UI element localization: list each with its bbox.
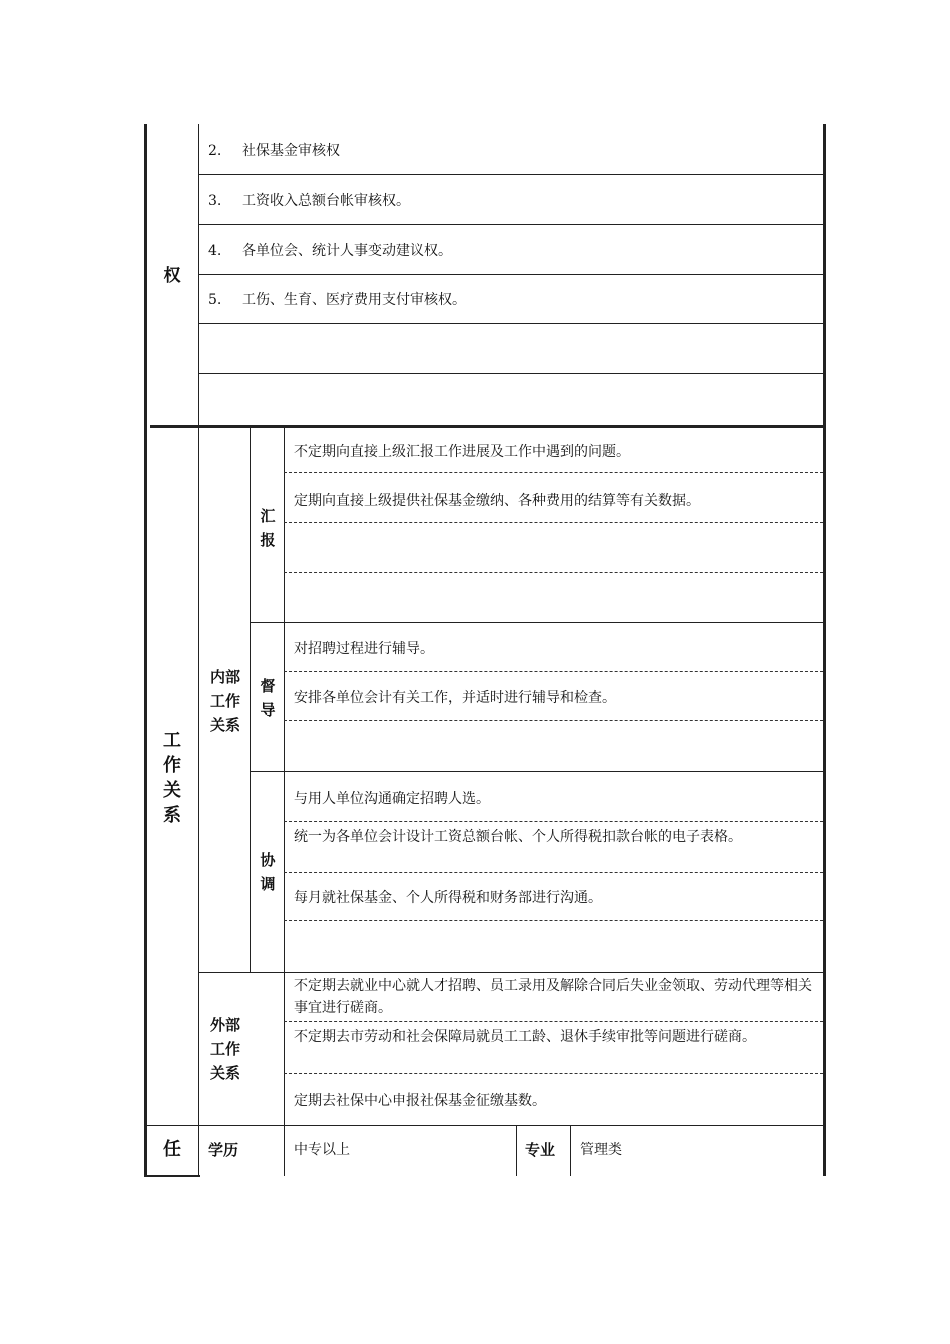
column-divider-4 bbox=[516, 1125, 517, 1176]
dashed-line bbox=[284, 1021, 823, 1022]
authority-item: 2. 社保基金审核权 bbox=[208, 143, 340, 159]
external-relations-label: 外部工作关系 bbox=[209, 1016, 240, 1082]
education-value: 中专以上 bbox=[294, 1142, 350, 1158]
authority-item: 5. 工伤、生育、医疗费用支付审核权。 bbox=[208, 292, 466, 308]
supervise-item: 对招聘过程进行辅导。 bbox=[294, 641, 434, 657]
dashed-line bbox=[284, 671, 823, 672]
coordinate-item: 每月就社保基金、个人所得税和财务部进行沟通。 bbox=[294, 890, 602, 906]
supervise-item: 安排各单位会计有关工作，并适时进行辅导和检查。 bbox=[294, 690, 616, 706]
dashed-line bbox=[284, 872, 823, 873]
internal-relations-label: 内部工作关系 bbox=[209, 668, 240, 734]
row-line bbox=[198, 323, 823, 324]
dashed-line bbox=[284, 1073, 823, 1074]
major-value: 管理类 bbox=[580, 1142, 622, 1158]
column-divider-5 bbox=[570, 1125, 571, 1176]
report-label: 汇报 bbox=[260, 507, 276, 549]
section-divider bbox=[150, 425, 826, 428]
education-label: 学历 bbox=[208, 1141, 239, 1159]
authority-item: 4. 各单位会、统计人事变动建议权。 bbox=[208, 243, 452, 259]
row-line bbox=[198, 274, 823, 275]
supervise-label: 督导 bbox=[260, 677, 276, 719]
row-line bbox=[198, 224, 823, 225]
authority-label: 权 bbox=[163, 266, 181, 286]
group-divider bbox=[250, 771, 823, 772]
authority-item: 3. 工资收入总额台帐审核权。 bbox=[208, 193, 410, 209]
coordinate-label: 协调 bbox=[260, 851, 276, 893]
group-divider bbox=[198, 972, 823, 973]
dashed-line bbox=[284, 720, 823, 721]
column-divider-2 bbox=[250, 428, 251, 972]
coordinate-item: 与用人单位沟通确定招聘人选。 bbox=[294, 791, 490, 807]
column-divider-1 bbox=[198, 124, 199, 1176]
row-line bbox=[198, 174, 823, 175]
column-divider-3 bbox=[284, 428, 285, 1176]
dashed-line bbox=[284, 821, 823, 822]
qualification-label: 任 bbox=[163, 1139, 181, 1160]
table-right-border bbox=[823, 124, 826, 1176]
external-item: 不定期去市劳动和社会保障局就员工工龄、退休手续审批等问题进行磋商。 bbox=[294, 1029, 756, 1045]
dashed-line bbox=[284, 472, 823, 473]
relations-label: 工作关系 bbox=[163, 730, 181, 826]
group-divider bbox=[250, 622, 823, 623]
table-bottom-border bbox=[144, 1175, 200, 1177]
report-item: 不定期向直接上级汇报工作进展及工作中遇到的问题。 bbox=[294, 444, 630, 460]
major-label: 专业 bbox=[525, 1141, 556, 1159]
external-item: 不定期去就业中心就人才招聘、员工录用及解除合同后失业金领取、劳动代理等相关事宜进行磋商。 bbox=[294, 978, 812, 1016]
coordinate-item: 统一为各单位会计设计工资总额台帐、个人所得税扣款台帐的电子表格。 bbox=[294, 829, 742, 845]
dashed-line bbox=[284, 522, 823, 523]
external-item: 定期去社保中心申报社保基金征缴基数。 bbox=[294, 1093, 546, 1109]
section-divider bbox=[144, 1125, 826, 1126]
dashed-line bbox=[284, 572, 823, 573]
report-item: 定期向直接上级提供社保基金缴纳、各种费用的结算等有关数据。 bbox=[294, 493, 700, 509]
dashed-line bbox=[284, 920, 823, 921]
row-line bbox=[198, 373, 823, 374]
